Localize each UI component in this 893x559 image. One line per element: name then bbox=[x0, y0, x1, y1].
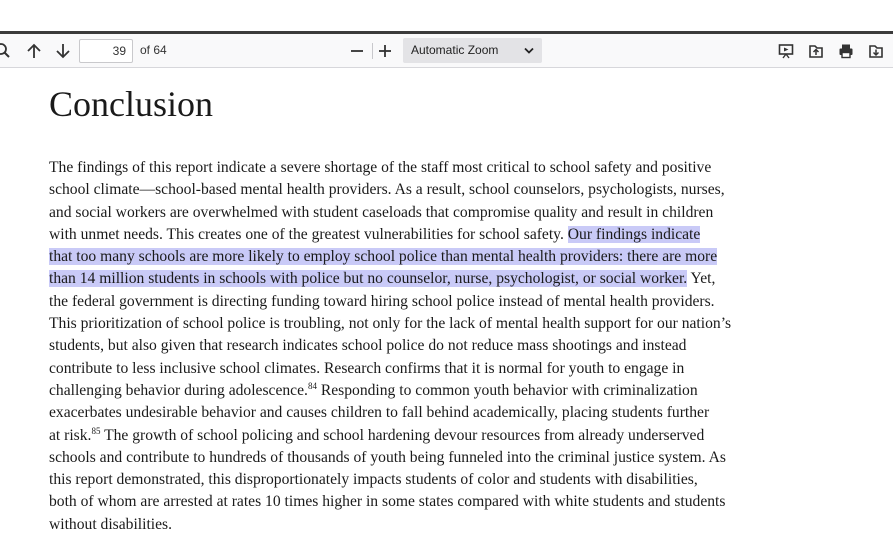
line-text: challenging behavior during adolescence. bbox=[49, 381, 308, 399]
line-text: this report demonstrated, this disproportionately impacts students of color and students with disabilities, bbox=[49, 471, 698, 489]
highlighted-text: Our findings indicate bbox=[567, 225, 701, 243]
open-file-button[interactable] bbox=[805, 34, 827, 67]
zoom-in-button[interactable] bbox=[373, 34, 397, 67]
text-line bbox=[49, 514, 839, 536]
search-button[interactable] bbox=[0, 34, 14, 67]
text-line bbox=[49, 447, 839, 469]
presentation-mode-button[interactable] bbox=[775, 34, 797, 67]
chevron-down-icon bbox=[524, 38, 534, 63]
line-text: school climate—school-based mental health providers. As a result, school counselors, psychologists, nurses, bbox=[49, 181, 725, 199]
text-line bbox=[49, 335, 839, 357]
minus-icon bbox=[349, 43, 365, 59]
text-line bbox=[49, 313, 839, 335]
arrow-up-icon bbox=[26, 43, 42, 59]
text-line bbox=[49, 469, 839, 491]
arrow-down-icon bbox=[55, 43, 71, 59]
line-text: The growth of school policing and school hardening devour resources from already underserved bbox=[100, 426, 705, 444]
text-line bbox=[49, 291, 839, 313]
line-text: Yet, bbox=[687, 270, 716, 288]
print-button[interactable] bbox=[835, 34, 857, 67]
line-text: schools and contribute to hundreds of thousands of youth being funneled into the criminal justice system. As bbox=[49, 448, 726, 466]
text-line bbox=[49, 246, 839, 268]
previous-page-button[interactable] bbox=[22, 34, 46, 67]
line-text: Responding to common youth behavior with criminalization bbox=[316, 381, 698, 399]
plus-icon bbox=[377, 43, 393, 59]
line-text: exacerbates undesirable behavior and causes children to fall behind academically, placing students further bbox=[49, 404, 710, 422]
line-text: at risk. bbox=[49, 426, 92, 444]
next-page-button[interactable] bbox=[51, 34, 75, 67]
text-line bbox=[49, 179, 839, 201]
text-line bbox=[49, 425, 839, 447]
page-count-label: of 64 bbox=[140, 43, 167, 57]
footnote-marker: 84 bbox=[307, 380, 317, 391]
download-button[interactable] bbox=[865, 34, 887, 67]
text-line bbox=[49, 491, 839, 513]
text-line bbox=[49, 202, 839, 224]
conclusion-paragraph bbox=[49, 157, 839, 536]
line-text: with unmet needs. This creates one of the greatest vulnerabilities for school safety. bbox=[49, 225, 568, 243]
line-text: This prioritization of school police is troubling, not only for the lack of mental health support for our nation’s bbox=[49, 315, 732, 333]
footnote-marker: 85 bbox=[91, 425, 101, 436]
line-text: students, but also given that research indicates school police do not reduce mass shootings and instead bbox=[49, 337, 687, 355]
text-line bbox=[49, 268, 839, 290]
zoom-select[interactable] bbox=[403, 38, 542, 63]
search-icon bbox=[0, 42, 13, 60]
text-line bbox=[49, 402, 839, 424]
text-line bbox=[49, 157, 839, 179]
section-title: Conclusion bbox=[49, 84, 214, 124]
text-line bbox=[49, 380, 839, 402]
pdf-toolbar bbox=[0, 34, 893, 68]
window-top-strip bbox=[0, 0, 893, 33]
line-text: contribute to less inclusive school climates. Research confirms that it is normal for youth to engage in bbox=[49, 359, 685, 377]
presentation-icon bbox=[778, 43, 794, 59]
line-text: without disabilities. bbox=[49, 515, 173, 533]
text-line bbox=[49, 358, 839, 380]
line-text: The findings of this report indicate a severe shortage of the staff most critical to school safety and positive bbox=[49, 159, 712, 176]
document-viewer bbox=[0, 68, 893, 559]
download-icon bbox=[868, 43, 884, 59]
page-number-input[interactable]: 39 bbox=[79, 39, 133, 63]
line-text: the federal government is directing funding toward hiring school police instead of mental health providers. bbox=[49, 292, 715, 310]
zoom-select-value: Automatic Zoom bbox=[411, 43, 499, 57]
line-text: both of whom are arrested at rates 10 times higher in some states compared with white students and students bbox=[49, 493, 726, 511]
open-file-icon bbox=[808, 43, 824, 59]
print-icon bbox=[838, 43, 854, 59]
highlighted-text: that too many schools are more likely to employ school police than mental health providers: there are more bbox=[49, 248, 718, 266]
highlighted-text: than 14 million students in schools with police but no counselor, nurse, psychologist, or social worker. bbox=[49, 270, 688, 288]
text-line bbox=[49, 224, 839, 246]
line-text: and social workers are overwhelmed with student caseloads that compromise quality and result in children bbox=[49, 203, 714, 221]
zoom-out-button[interactable] bbox=[345, 34, 369, 67]
